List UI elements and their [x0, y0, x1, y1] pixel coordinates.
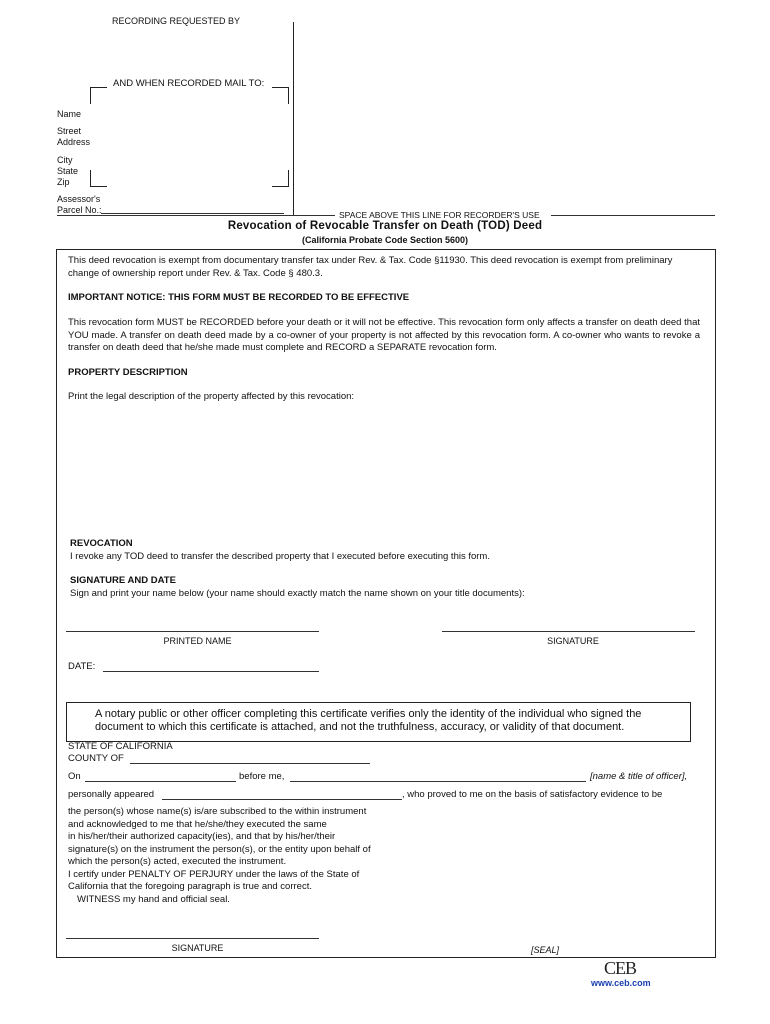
date-label: DATE: [68, 661, 96, 672]
address-bracket-top-left [90, 87, 107, 104]
address-bracket-bottom-right [272, 170, 289, 187]
signature-field[interactable] [442, 631, 695, 632]
zip-label: Zip [57, 177, 70, 187]
county-of-label: COUNTY OF [68, 753, 124, 764]
notary-signature-label: SIGNATURE [171, 943, 224, 953]
state-label: State [57, 166, 79, 176]
acknowledgment-text [68, 806, 371, 906]
proved-text: , who proved to me on the basis of satisfactory evidence to be [402, 789, 663, 800]
recorder-line-left [57, 215, 335, 216]
address-bracket-bottom-left [90, 170, 107, 187]
ceb-logo: CEB [604, 958, 637, 978]
property-instruction: Print the legal description of the property affected by this revocation: [68, 391, 355, 402]
property-heading: PROPERTY DESCRIPTION [68, 367, 188, 378]
street-label: Street [57, 126, 82, 136]
parcel-no-label: Parcel No.: [57, 205, 102, 215]
parcel-no-field[interactable] [101, 213, 284, 214]
city-label: City [57, 155, 73, 165]
notary-disclaimer-box [66, 702, 691, 742]
state-of-california: STATE OF CALIFORNIA [68, 741, 173, 752]
property-description-field[interactable] [68, 406, 700, 531]
form-subtitle: (California Probate Code Section 5600) [301, 235, 469, 245]
ack-line: signature(s) on the instrument the person(s), or the entity upon behalf of [68, 843, 371, 855]
county-field[interactable] [130, 763, 370, 764]
notice-heading: IMPORTANT NOTICE: THIS FORM MUST BE RECORDED TO BE EFFECTIVE [68, 292, 410, 303]
recording-requested-by-label: RECORDING REQUESTED BY [112, 16, 241, 26]
ack-line: which the person(s) acted, executed the instrument. [68, 856, 287, 867]
ack-line: I certify under PENALTY OF PERJURY under the laws of the State of [68, 868, 360, 880]
address-bracket-top-right [272, 87, 289, 104]
ack-line: California that the foregoing paragraph is true and correct. [68, 881, 312, 892]
revocation-heading: REVOCATION [70, 538, 133, 549]
assessors-label: Assessor's [57, 194, 101, 204]
ack-line: WITNESS my hand and official seal. [77, 893, 230, 905]
before-me-label: before me, [239, 771, 285, 782]
revocation-text: I revoke any TOD deed to transfer the described property that I executed before executing this form. [70, 551, 490, 562]
name-label: Name [57, 109, 82, 119]
ack-line: and acknowledged to me that he/she/they executed the same [68, 818, 327, 830]
seal-label: [SEAL] [531, 945, 560, 955]
ack-line: in his/her/their authorized capacity(ies), and that by his/her/their [68, 831, 336, 842]
address-label: Address [57, 137, 91, 147]
officer-name-field[interactable] [290, 781, 586, 782]
signature-instruction: Sign and print your name below (your name should exactly match the name shown on your title documents): [70, 588, 525, 599]
header-vertical-rule [293, 22, 294, 215]
signature-label: SIGNATURE [547, 636, 599, 646]
space-above-label: SPACE ABOVE THIS LINE FOR RECORDER'S USE [339, 210, 540, 220]
notary-signature-field[interactable] [66, 938, 319, 939]
printed-name-label: PRINTED NAME [163, 636, 232, 646]
notary-disclaimer-text: A notary public or other officer completing this certificate verifies only the identity of the individual who signed the document to which this certificate is attached, and not the truthfulness, accuracy, or validity of that document. [95, 708, 642, 733]
ceb-website-link[interactable]: www.ceb.com [591, 978, 651, 988]
on-label: On [68, 771, 81, 782]
personally-appeared-label: personally appeared [68, 789, 155, 800]
notice-body: This revocation form MUST be RECORDED before your death or it will not be effective. This revocation form only affects a transfer on death deed that YOU made. A transfer on death deed made by a co-owner of your property is not affected by this revocation form. A co-owner who wants to revoke a transfer on death deed that he/she made must complete and RECORD a SEPARATE revocation form. [68, 317, 700, 353]
form-title: Revocation of Revocable Transfer on Death (TOD) Deed [227, 220, 543, 232]
mail-to-label: AND WHEN RECORDED MAIL TO: [113, 78, 265, 89]
name-title-label: [name & title of officer], [590, 771, 688, 782]
notary-date-field[interactable] [85, 781, 236, 782]
personally-appeared-field[interactable] [162, 799, 402, 800]
printed-name-field[interactable] [66, 631, 319, 632]
exempt-text: This deed revocation is exempt from documentary transfer tax under Rev. & Tax. Code §11930. This deed revocation is exempt from preliminary change of ownership report under Rev. & Tax. Code § 480.3. [68, 255, 673, 279]
date-field[interactable] [103, 671, 319, 672]
recorder-line-right [551, 215, 715, 216]
signature-date-heading: SIGNATURE AND DATE [70, 575, 176, 586]
ack-line: the person(s) whose name(s) is/are subscribed to the within instrument [68, 806, 367, 817]
